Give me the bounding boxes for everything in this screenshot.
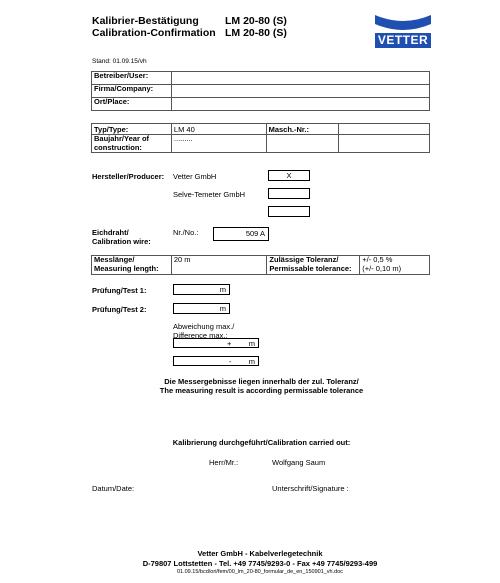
signature-label: Unterschrift/Signature : bbox=[272, 484, 349, 493]
test2-field[interactable] bbox=[173, 303, 230, 314]
year-label: Baujahr/Year of construction: bbox=[92, 135, 172, 153]
deviation-label: Abweichung max./ Difference max.: bbox=[173, 322, 235, 340]
result-statement-en: The measuring result is according permissable tolerance bbox=[159, 386, 364, 395]
model-en: LM 20-80 (S) bbox=[225, 27, 287, 39]
test2-unit: m bbox=[219, 304, 226, 313]
test1-unit: m bbox=[219, 285, 226, 294]
model-de: LM 20-80 (S) bbox=[225, 15, 287, 27]
wire-label: Eichdraht/ Calibration wire: bbox=[92, 228, 151, 246]
producer-option-selve: Selve-Temeter GmbH bbox=[173, 190, 246, 199]
mr-label: Herr/Mr.: bbox=[209, 458, 239, 467]
machine-number-label: Masch.-Nr.: bbox=[266, 124, 339, 135]
calibration-title: Kalibrierung durchgeführt/Calibration carried out: bbox=[172, 438, 351, 447]
stand-date: Stand: 01.09.15/vh bbox=[92, 58, 147, 65]
year-value: ......... bbox=[171, 135, 266, 153]
deviation-minus-field[interactable] bbox=[173, 356, 259, 366]
plus-sign: + bbox=[227, 339, 232, 348]
plus-unit: m bbox=[248, 339, 255, 348]
minus-sign: - bbox=[229, 357, 232, 366]
wire-number-field[interactable]: 509 A bbox=[213, 227, 269, 241]
result-statement-de: Die Messergebnisse liegen innerhalb der zul. Toleranz/ bbox=[164, 377, 359, 386]
operator-field[interactable] bbox=[171, 72, 429, 85]
type-value: LM 40 bbox=[171, 124, 266, 135]
producer-selve-checkbox[interactable] bbox=[268, 188, 310, 199]
footer-company: Vetter GmbH - Kabelverlegetechnik bbox=[197, 549, 323, 558]
logo-text: VETTER bbox=[377, 33, 429, 47]
mr-value: Wolfgang Saum bbox=[272, 458, 326, 467]
user-info-table bbox=[91, 71, 430, 153]
title-en: Calibration-Confirmation bbox=[92, 27, 216, 39]
test1-label: Prüfung/Test 1: bbox=[92, 286, 147, 295]
footer-file: 01.09.15/bcd/ori/fem/00_lm_20-80_formular_de_en_150901_vh.doc bbox=[176, 569, 344, 575]
vetter-logo bbox=[372, 12, 434, 52]
footer-address: D-79807 Lottstetten - Tel. +49 7745/9293-0 - Fax +49 7745/9293-499 bbox=[142, 559, 378, 568]
measuring-length-value: 20 m bbox=[171, 256, 267, 275]
measuring-length-label: Messlänge/ Measuring length: bbox=[92, 256, 172, 275]
company-label: Firma/Company: bbox=[92, 85, 172, 98]
minus-unit: m bbox=[248, 357, 255, 366]
test2-label: Prüfung/Test 2: bbox=[92, 305, 147, 314]
place-field[interactable] bbox=[171, 98, 429, 111]
machine-number-field[interactable] bbox=[339, 124, 430, 135]
measuring-table bbox=[91, 255, 430, 275]
type-label: Typ/Type: bbox=[92, 124, 172, 135]
place-label: Ort/Place: bbox=[92, 98, 172, 111]
producer-option-vetter: Vetter GmbH bbox=[173, 172, 217, 181]
title-de: Kalibrier-Bestätigung bbox=[92, 15, 199, 27]
tolerance-value: +/- 0,5 % (+/- 0,10 m) bbox=[360, 256, 430, 275]
producer-other-checkbox[interactable] bbox=[268, 206, 310, 217]
producer-vetter-checkbox[interactable]: X bbox=[268, 170, 310, 181]
date-label: Datum/Date: bbox=[92, 484, 135, 493]
test1-field[interactable] bbox=[173, 284, 230, 295]
deviation-plus-field[interactable] bbox=[173, 338, 259, 348]
wire-number-label: Nr./No.: bbox=[173, 228, 199, 237]
company-field[interactable] bbox=[171, 85, 429, 98]
tolerance-label: Zulässige Toleranz/ Permissable tolerance: bbox=[267, 256, 360, 275]
producer-label: Hersteller/Producer: bbox=[92, 172, 165, 181]
operator-label: Betreiber/User: bbox=[92, 72, 172, 85]
